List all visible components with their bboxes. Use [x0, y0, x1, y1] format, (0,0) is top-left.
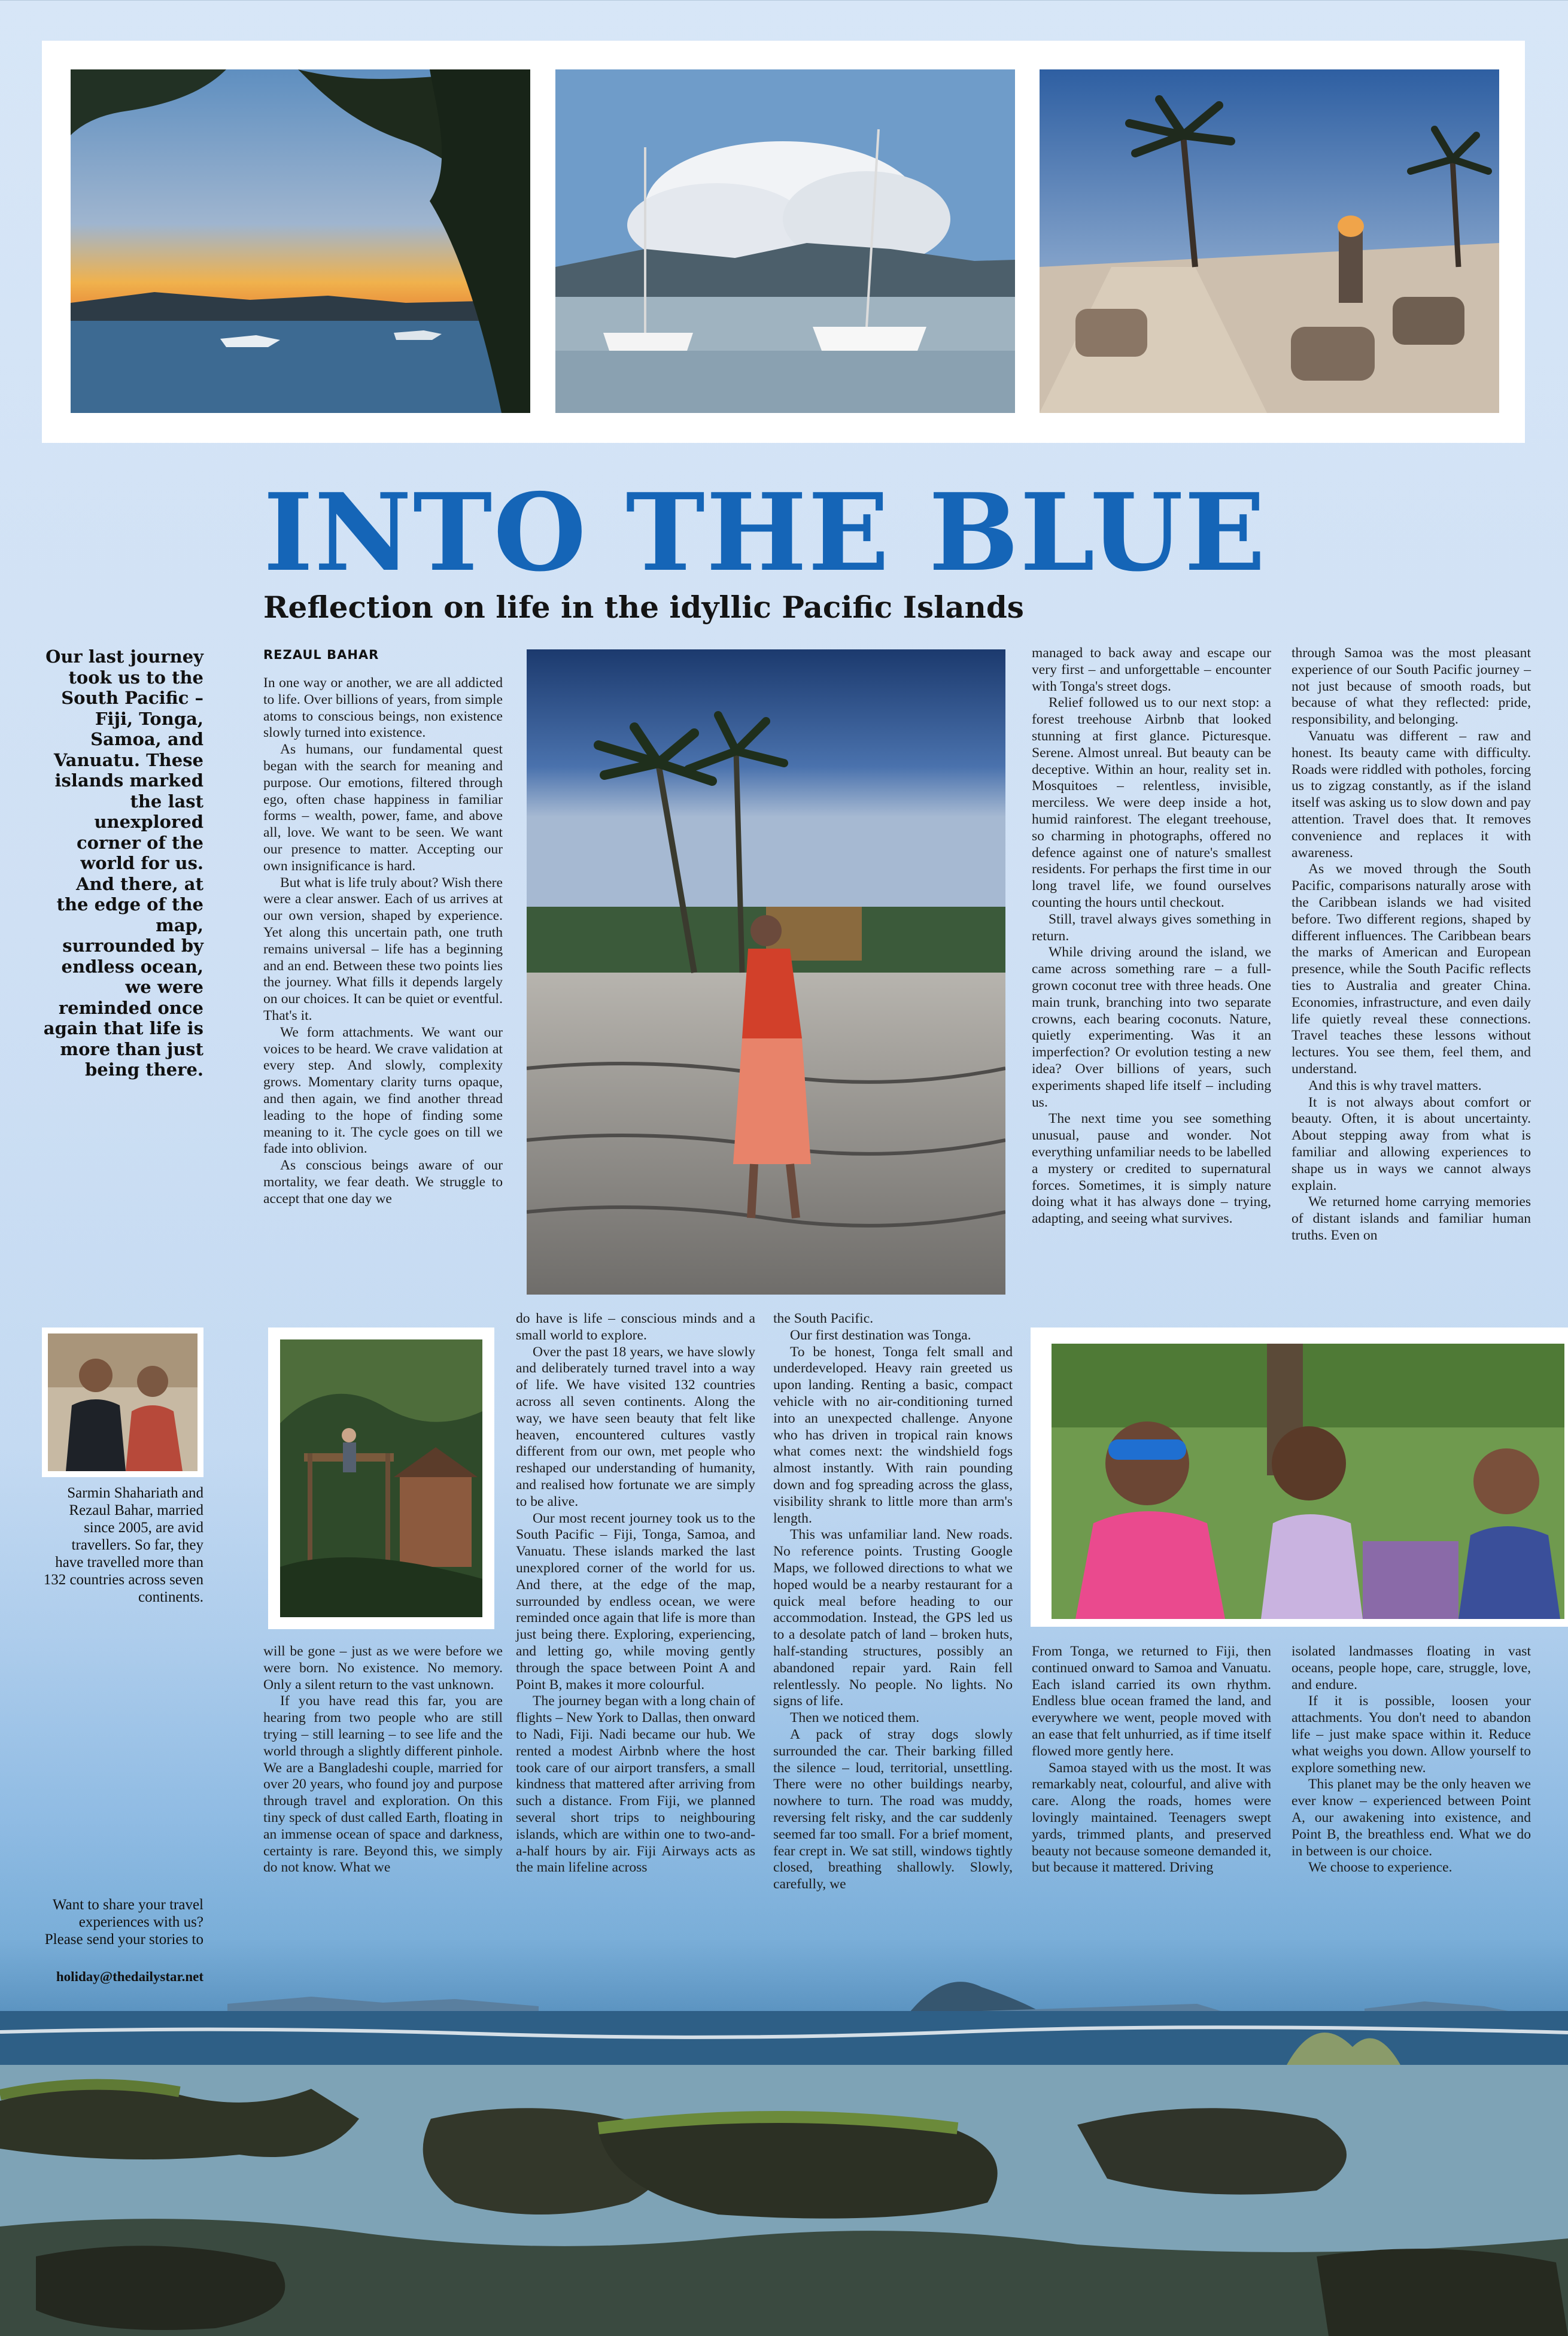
body-column-3-bottom — [1032, 1644, 1271, 1876]
paragraph: the South Pacific. — [773, 1311, 874, 1326]
paragraph: To be honest, Tonga felt small and underdeveloped. Heavy rain greeted us upon landing. Renting a basic, compact vehicle with no air-conditioning turned into an unexpected challenge. Anyone who has driven in tropical rain knows what comes next: the windshield fogs almost instantly. With rain pounding down and fog spreading across the glass, visibility shrank to little more than arm's length. — [773, 1344, 1013, 1526]
paragraph: If you have read this far, you are hearing from two people who are still trying – still learning – to see life and the world through a slightly different pinhole. We are a Bangladeshi couple, married for over 20 years, who found joy and purpose through travel and exploration. On this tiny speck of dust called Earth, floating in an immense ocean of space and darkness, certainty is rare. Beyond this, we simply do not know. What we — [263, 1693, 503, 1876]
paragraph: Samoa stayed with us the most. It was remarkably neat, colourful, and alive with care. Along the roads, homes were lovingly maintained. Teenagers swept yards, trimmed plants, and preserved beauty not because someone demanded it, but because it mattered. Driving — [1032, 1760, 1271, 1876]
paragraph: If it is possible, loosen your attachments. You don't need to abandon life – just make space within it. Reduce what weighs you down. Allow yourself to explore something new. — [1292, 1693, 1531, 1776]
paragraph: This planet may be the only heaven we ever know – experienced between Point A, our awakening into existence, and Point B, the breathless end. What we do in between is our choice. — [1292, 1776, 1531, 1859]
sunset-harbour-photo — [71, 69, 530, 413]
paragraph: From Tonga, we returned to Fiji, then continued onward to Samoa and Vanuatu. Each island carried its own rhythm. Endless blue ocean framed the land, and everywhere we went, people moved with an ease that felt unhurried, as if time itself flowed more gently here. — [1032, 1644, 1271, 1759]
paragraph: As humans, our fundamental quest began with the search for meaning and purpose. Our emotions, filtered through ego, often chase happiness in familiar forms – wealth, power, fame, and above all, love. We want to be seen. We want our presence to matter. Accepting our own insignificance is hard. — [263, 742, 503, 874]
paragraph: We form attachments. We want our voices to be heard. We crave validation at every step. And slowly, complexity grows. Momentary clarity turns opaque, and then again, we find another thread leading to the hope of finding some meaning to it. The cycle goes on till we fade into oblivion. — [263, 1024, 503, 1157]
paragraph: Relief followed us to our next stop: a forest treehouse Airbnb that looked stunning at first glance. Picturesque. Serene. Almost unreal. But beauty can be deceptive. Within an hour, reality set in. Mosquitoes – relentless, invisible, merciless. We were deep inside a hot, humid rainforest. The elegant treehouse, so charming in photographs, offered no defence against one of nature's smallest residents. For perhaps the first time in our long travel life, we found ourselves counting the hours until checkout. — [1032, 695, 1271, 910]
share-email-link[interactable]: holiday@thedailystar.net — [56, 1969, 203, 1984]
share-stories-note: Want to share your travel experiences with us? Please send your stories to — [44, 1897, 203, 1948]
paragraph: But what is life truly about? Wish there were a clear answer. Each of us arrives at our own version, shaped by experience. Yet along this uncertain path, one truth remains universal – life has a beginning and an end. Between these two points lies the journey. What fills it depends largely on our choices. It can be quiet or eventful. That's it. — [263, 874, 503, 1023]
paragraph: Over the past 18 years, we have slowly and deliberately turned travel into a way of life. We have visited 132 countries across all seven continents. Along the way, we have seen beauty that felt like heaven, encountered cultures vastly different from our own, met people who reshaped our understanding of humanity, and realised how fortunate we are simply to be alive. — [516, 1344, 755, 1509]
paragraph: The journey began with a long chain of flights – New York to Dallas, then onward to Nadi, Fiji. Nadi became our hub. We rented a modest Airbnb where the host took care of our airport transfers, a small kindness that mattered after arriving from such a distance. From Fiji, we planned several short trips to neighbouring islands, which are within one to two-and-a-half hours by air. Fiji Airways acts as the main lifeline across — [516, 1693, 755, 1876]
paragraph: It is not always about comfort or beauty. Often, it is about uncertainty. About stepping away from what is familiar and allowing experiences to shape us in ways we cannot always explain. — [1292, 1094, 1531, 1193]
paragraph: Our most recent journey took us to the South Pacific – Fiji, Tonga, Samoa, and Vanuatu. These islands marked the last unexplored corner of the world for us. And there, at the edge of the map, surrounded by endless ocean, we were reminded once again that life is more than just being there. Exploring, experiencing, and letting go, while moving gently through the space between Point A and Point B, makes it more colourful. — [516, 1510, 755, 1693]
paragraph: In one way or another, we are all addicted to life. Over billions of years, from simple atoms to conscious beings, non existence slowly turned into existence. — [263, 675, 503, 741]
paragraph: managed to back away and escape our very first – and unforgettable – encounter with Tonga's street dogs. — [1032, 645, 1271, 694]
paragraph: The next time you see something unusual, pause and wonder. Not everything unfamiliar needs to be labelled a mystery or credited to supernatural forces. Sometimes, it is simply nature doing what it has always done – trying, adapting, and seeing what survives. — [1032, 1111, 1271, 1227]
body-column-1-top — [263, 675, 503, 1208]
headline: INTO THE BLUE — [263, 470, 1267, 595]
paragraph: Still, travel always gives something in return. — [1032, 911, 1271, 944]
paragraph: And this is why travel matters. — [1308, 1077, 1482, 1093]
body-column-3-mid — [773, 1311, 1013, 1893]
paragraph: Our first destination was Tonga. — [790, 1327, 971, 1343]
beach-portrait-photo — [527, 649, 1005, 1295]
paragraph: A pack of stray dogs slowly surrounded the car. Their barking filled the silence – loud, territorial, unsettling. There were no other buildings nearby, nowhere to turn. The road was muddy, reversing felt risky, and the car suddenly seemed far too small. For a brief moment, fear crept in. We sat still, windows tightly closed, breathing shallowly. Slowly, carefully, we — [773, 1726, 1013, 1893]
body-column-4-bottom — [1292, 1644, 1531, 1876]
body-column-1-bottom — [263, 1644, 503, 1876]
paragraph: isolated landmasses floating in vast oceans, people hope, care, struggle, love, and endure. — [1292, 1644, 1531, 1693]
paragraph: As conscious beings aware of our mortality, we fear death. We struggle to accept that one day we — [263, 1158, 503, 1207]
coastline-photo — [0, 1975, 1568, 2336]
resort-terrace-photo — [1040, 69, 1499, 413]
body-column-4-top — [1292, 645, 1531, 1244]
paragraph: do have is life – conscious minds and a small world to explore. — [516, 1311, 755, 1343]
couple-photo — [48, 1333, 197, 1471]
paragraph: This was unfamiliar land. New roads. No reference points. Trusting Google Maps, we followed directions to what we hoped would be a nearby restaurant for a quick meal before heading to our accommodation. Instead, the GPS led us to a desolate patch of land – broken huts, half-standing structures, possibly an abandoned repair yard. Rain fell relentlessly. No people. No lights. No signs of life. — [773, 1527, 1013, 1709]
author-photo-caption: Sarmin Shahariath and Rezaul Bahar, married since 2005, are avid travellers. So far, they have travelled more than 132 countries across seven continents. — [43, 1485, 203, 1605]
paragraph: As we moved through the South Pacific, comparisons naturally arose with the Caribbean islands we had visited before. Two different regions, shaped by different influences. The Caribbean bears the marks of American and European presence, while the South Pacific reflects ties to Australia and greater China. Economies, infrastructure, and even daily life quietly reveal these connections. Travel teaches these lessons without lectures. You see them, feel them, and understand. — [1292, 861, 1531, 1077]
byline: REZAUL BAHAR — [263, 648, 379, 662]
body-column-3-top — [1032, 645, 1271, 1228]
paragraph: While driving around the island, we came across something rare – a full-grown coconut tree with three heads. One main trunk, branching into two separate crowns, each bearing coconuts. Nature, quietly experimenting. Was it an imperfection? Or evolution testing a new idea? Over billions of years, such experiments shaped life itself – including us. — [1032, 944, 1271, 1110]
selfie-photo — [1052, 1344, 1564, 1619]
catamarans-photo — [555, 69, 1015, 413]
paragraph: through Samoa was the most pleasant experience of our South Pacific journey – not just because of smooth roads, but because of what they reflected: pride, responsibility, and belonging. — [1292, 645, 1531, 728]
paragraph: Then we noticed them. — [790, 1710, 920, 1726]
deck-subtitle: Reflection on life in the idyllic Pacific Islands — [263, 590, 1024, 625]
paragraph: Vanuatu was different – raw and honest. Its beauty came with difficulty. Roads were riddled with potholes, forcing us to zigzag constantly, as if the island itself was asking us to slow down and pay attention. Travel does that. It removes convenience and replaces it with awareness. — [1292, 728, 1531, 861]
paragraph: We returned home carrying memories of distant islands and familiar human truths. Even on — [1292, 1194, 1531, 1243]
paragraph: We choose to experience. — [1308, 1860, 1452, 1876]
body-column-2-mid — [516, 1311, 755, 1876]
treehouse-photo — [280, 1339, 482, 1617]
intro-pull-text: Our last journey took us to the South Pacific – Fiji, Tonga, Samoa, and Vanuatu. These islands marked the last unexplored corner of the world for us. And there, at the edge of the map, surrounded by endless ocean, we were reminded once again that life is more than just being there. — [43, 646, 203, 1080]
paragraph: will be gone – just as we were before we were born. No existence. No memory. Only a silent return to the vast unknown. — [263, 1644, 503, 1693]
